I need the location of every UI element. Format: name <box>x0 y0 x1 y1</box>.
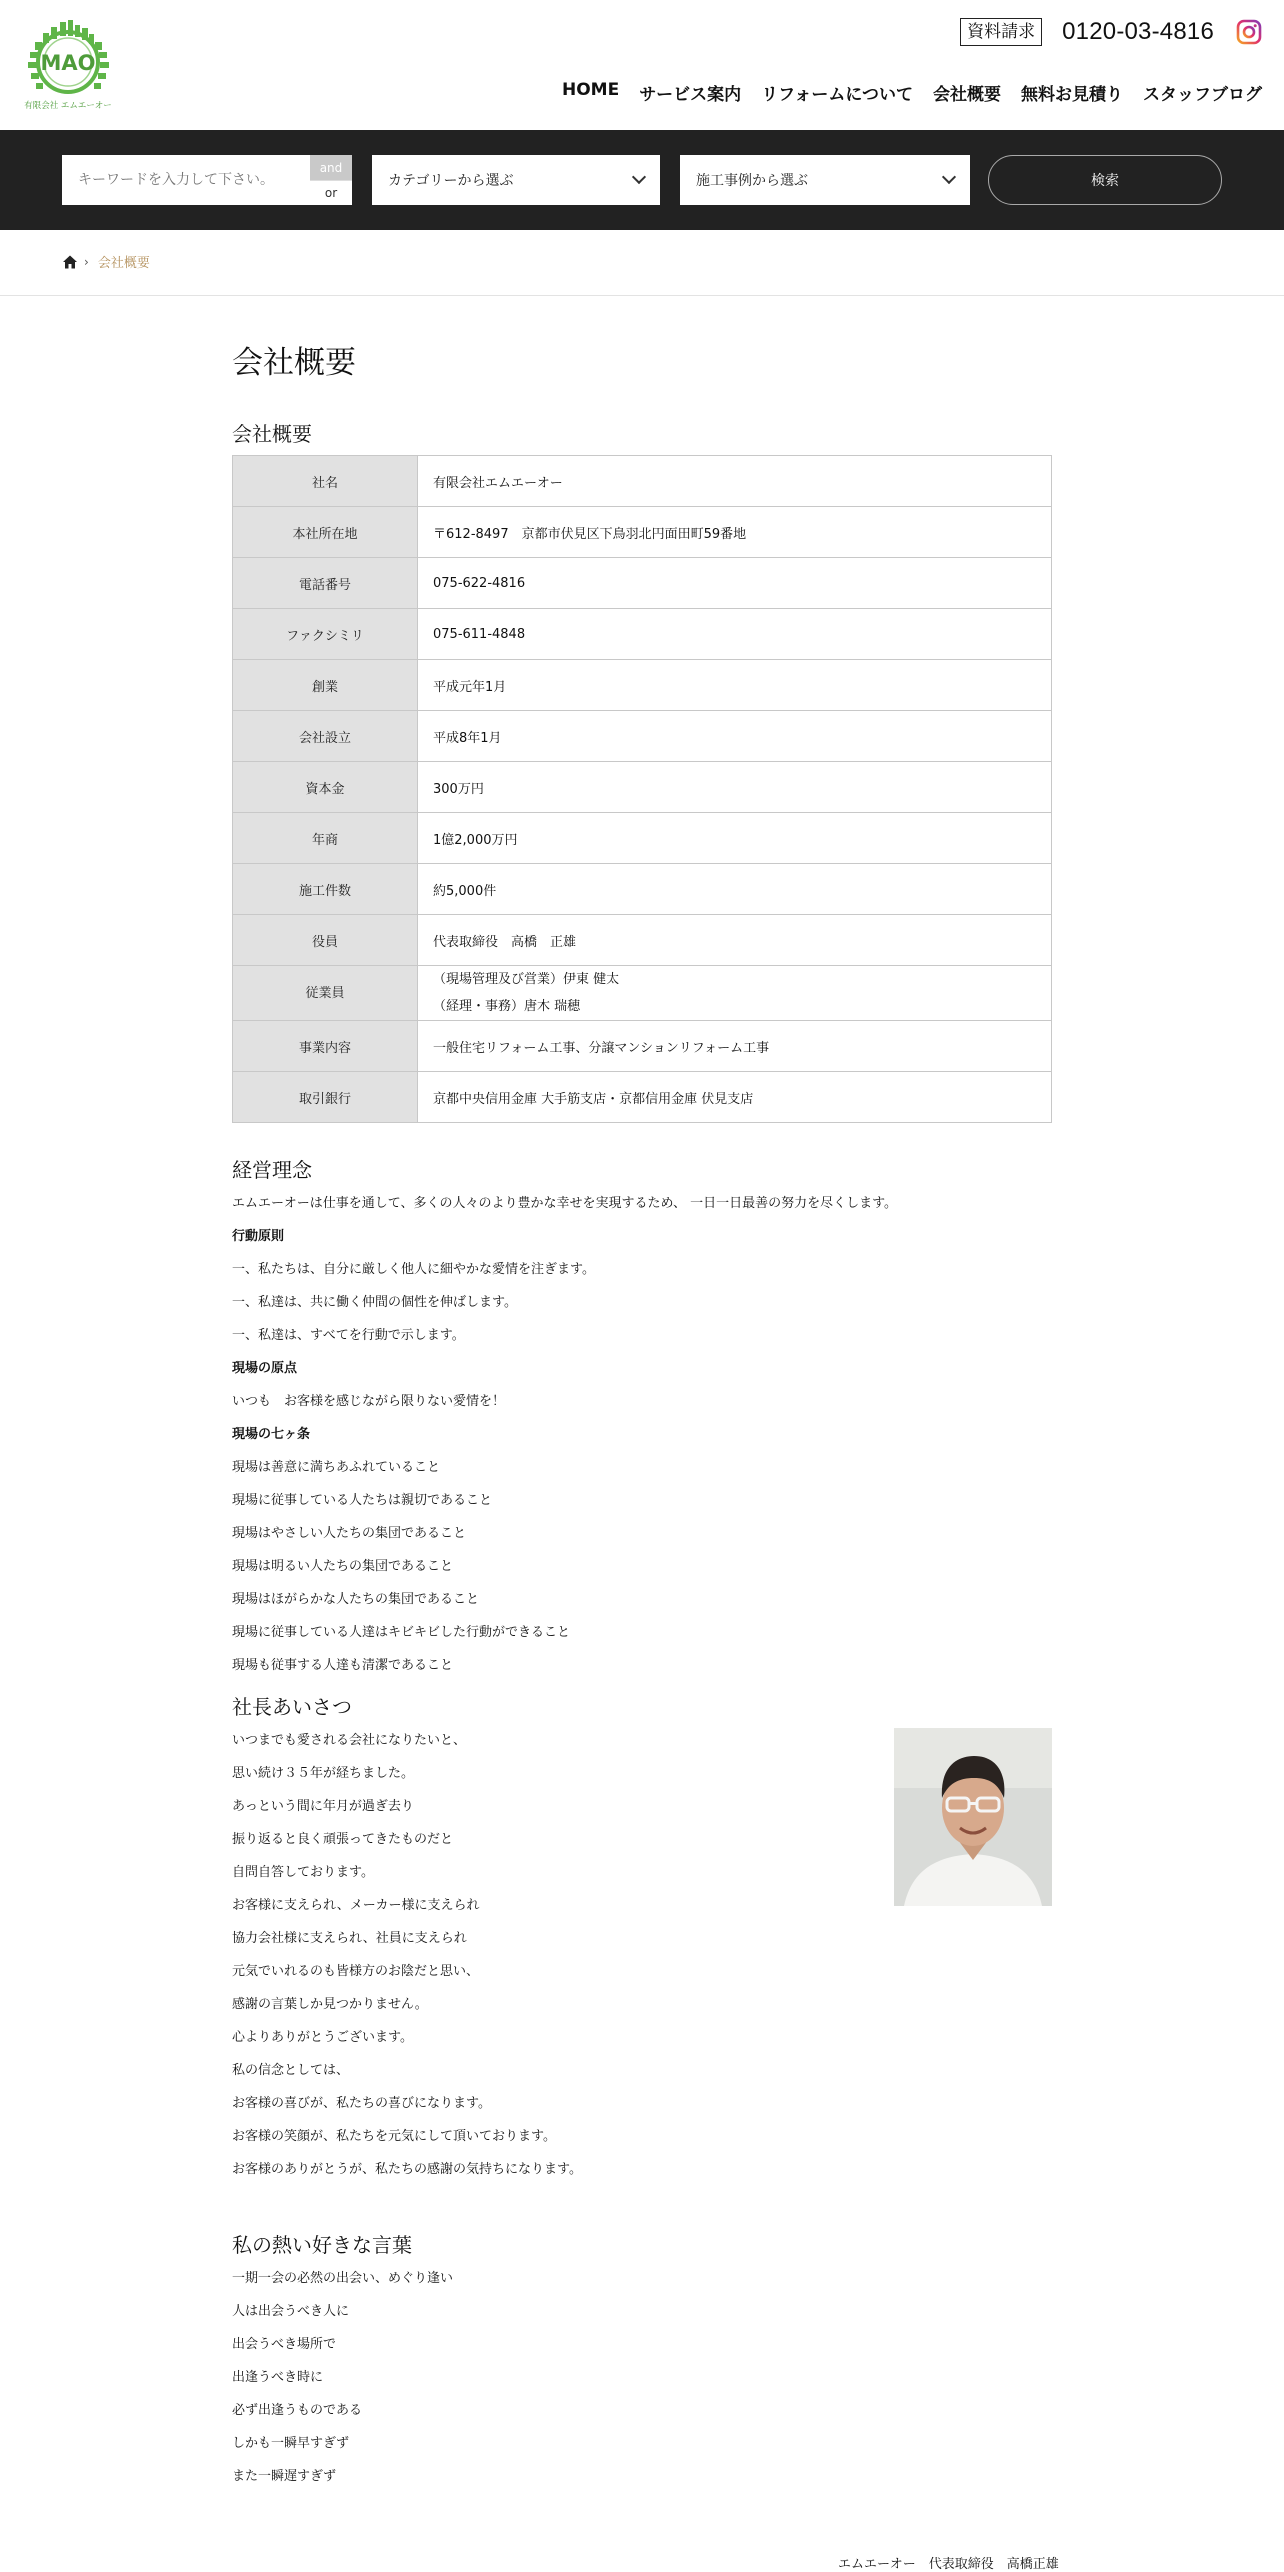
greeting-heading: 社長あいさつ <box>232 1695 352 1719</box>
table-row <box>233 813 1052 864</box>
table-row <box>233 1021 1052 1072</box>
philosophy-line: 一、私達は、共に働く仲間の個性を伸ばします。 <box>232 1295 517 1310</box>
nav-company[interactable]: 会社概要 <box>933 85 1001 105</box>
and-option[interactable]: and <box>310 155 352 180</box>
row-value-line: （経理・事務）唐木 瑞穂 <box>433 999 581 1014</box>
greeting-line: 振り返ると良く頑張ってきたものだと <box>232 1832 454 1847</box>
row-value: 一般住宅リフォーム工事、分譲マンションリフォーム工事 <box>418 1021 1052 1072</box>
philosophy-line: 現場に従事している人達はキビキビした行動ができること <box>232 1625 571 1640</box>
category-select[interactable] <box>372 155 660 205</box>
row-label: 本社所在地 <box>233 507 418 558</box>
row-label: 電話番号 <box>233 558 418 609</box>
greeting-line: 協力会社様に支えられ、社員に支えられ <box>232 1931 467 1946</box>
row-value: 平成元年1月 <box>418 660 1052 711</box>
philosophy-line: 現場はほがらかな人たちの集団であること <box>232 1592 480 1607</box>
row-value: 〒612-8497 京都市伏見区下鳥羽北円面田町59番地 <box>418 507 1052 558</box>
words-line: 出逢うべき時に <box>232 2370 324 2385</box>
table-row <box>233 762 1052 813</box>
row-label: 資本金 <box>233 762 418 813</box>
row-value: 平成8年1月 <box>418 711 1052 762</box>
header-utility <box>960 16 1262 48</box>
global-nav <box>542 80 1262 105</box>
philosophy-text <box>232 1187 1052 1682</box>
divider <box>0 295 1284 296</box>
row-label: 従業員 <box>233 966 418 1021</box>
philosophy-line: エムエーオーは仕事を通して、多くの人々のより豊かな幸せを実現するため、 一日一日最善の努力を尽くします。 <box>232 1196 898 1211</box>
words-line: また一瞬遅すぎず <box>232 2469 337 2484</box>
row-label: 事業内容 <box>233 1021 418 1072</box>
row-value: 1億2,000万円 <box>418 813 1052 864</box>
greeting-line: お客様に支えられ、メーカー様に支えられ <box>232 1898 480 1913</box>
row-value <box>418 966 1052 1021</box>
nav-reform[interactable]: リフォームについて <box>761 85 913 105</box>
table-row <box>233 915 1052 966</box>
greeting-line: 元気でいれるのも皆様方のお陰だと思い、 <box>232 1964 480 1979</box>
greeting-line: 自問自答しております。 <box>232 1865 374 1880</box>
words-line: 必ず出逢うものである <box>232 2403 363 2418</box>
words-line: 一期一会の必然の出会い、めぐり逢い <box>232 2271 454 2286</box>
philosophy-line: 現場は善意に満ちあふれていること <box>232 1460 441 1475</box>
breadcrumb-home[interactable] <box>62 254 78 270</box>
table-row <box>233 864 1052 915</box>
row-value: 代表取締役 高橋 正雄 <box>418 915 1052 966</box>
president-photo <box>894 1728 1052 1906</box>
and-or-toggle <box>310 155 352 205</box>
philosophy-line: いつも お客様を感じながら限りない愛情を！ <box>232 1394 506 1409</box>
greeting-line: お客様の喜びが、私たちの喜びになります。 <box>232 2096 491 2111</box>
breadcrumb-current: 会社概要 <box>97 256 150 271</box>
site-logo[interactable] <box>20 18 116 114</box>
president-signature: エムエーオー 代表取締役 高橋正雄 <box>838 2557 1059 2572</box>
row-value: 有限会社エムエーオー <box>418 456 1052 507</box>
greeting-line: 心よりありがとうございます。 <box>232 2030 413 2045</box>
table-row <box>233 711 1052 762</box>
row-label: 役員 <box>233 915 418 966</box>
philosophy-line: 現場に従事している人たちは親切であること <box>232 1493 493 1508</box>
greeting-line: あっという間に年月が過ぎ去り <box>232 1799 414 1814</box>
table-row <box>233 558 1052 609</box>
row-label: 取引銀行 <box>233 1072 418 1123</box>
row-label: 創業 <box>233 660 418 711</box>
row-label: 施工件数 <box>233 864 418 915</box>
philosophy-heading: 経営理念 <box>232 1158 312 1182</box>
philosophy-line: 一、私達は、すべてを行動で示します。 <box>232 1328 465 1343</box>
nav-services[interactable]: サービス案内 <box>639 85 742 105</box>
nav-staff-blog[interactable]: スタッフブログ <box>1143 85 1262 105</box>
site-header <box>0 0 1284 130</box>
logo-text: MAO <box>40 51 96 75</box>
philosophy-subheading: 行動原則 <box>232 1229 285 1244</box>
greeting-line: お客様の笑顔が、私たちを元気にして頂いております。 <box>232 2129 556 2144</box>
page-title: 会社概要 <box>232 345 356 381</box>
greeting-line: 思い続け３５年が経ちました。 <box>232 1766 415 1781</box>
row-value: 075-611-4848 <box>418 609 1052 660</box>
or-option[interactable]: or <box>310 180 352 205</box>
logo-emblem <box>20 18 116 114</box>
row-value: 075-622-4816 <box>418 558 1052 609</box>
doc-request-button[interactable]: 資料請求 <box>960 18 1042 46</box>
philosophy-line: 現場は明るい人たちの集団であること <box>232 1559 454 1574</box>
row-label: 社名 <box>233 456 418 507</box>
greeting-line: お客様のありがとうが、私たちの感謝の気持ちになります。 <box>232 2162 582 2177</box>
row-label: ファクシミリ <box>233 609 418 660</box>
row-label: 年商 <box>233 813 418 864</box>
nav-home[interactable]: HOME <box>561 80 620 100</box>
greeting-section <box>232 1724 1052 2186</box>
philosophy-subheading: 現場の七ヶ条 <box>232 1427 311 1442</box>
philosophy-subheading: 現場の原点 <box>232 1361 298 1376</box>
table-row <box>233 660 1052 711</box>
company-table <box>232 455 1052 1123</box>
nav-estimate[interactable]: 無料お見積り <box>1021 85 1123 105</box>
words-line: 出会うべき場所で <box>232 2337 337 2352</box>
category-select-label: カテゴリーから選ぶ <box>388 173 514 189</box>
favorite-words-heading: 私の熱い好きな言葉 <box>232 2233 412 2257</box>
company-heading: 会社概要 <box>232 422 312 446</box>
greeting-line: 感謝の言葉しか見つかりません。 <box>232 1997 428 2012</box>
logo-subtext: 有限会社 エムエーオー <box>24 101 112 111</box>
favorite-words <box>232 2262 1052 2493</box>
instagram-link[interactable] <box>1236 19 1262 45</box>
row-value: 京都中央信用金庫 大手筋支店・京都信用金庫 伏見支店 <box>418 1072 1052 1123</box>
greeting-line: いつまでも愛される会社になりたいと、 <box>232 1733 467 1748</box>
case-select[interactable] <box>680 155 970 205</box>
philosophy-line: 現場も従事する人達も清潔であること <box>232 1658 454 1673</box>
greeting-line: 私の信念としては、 <box>232 2063 350 2078</box>
main-content <box>232 330 1052 2493</box>
keyword-input[interactable] <box>62 155 310 205</box>
chevron-down-icon <box>942 170 956 184</box>
phone-number[interactable]: 0120-03-4816 <box>1062 18 1214 45</box>
row-label: 会社設立 <box>233 711 418 762</box>
row-value: 300万円 <box>418 762 1052 813</box>
philosophy-line: 一、私たちは、自分に厳しく他人に細やかな愛情を注ぎます。 <box>232 1262 595 1277</box>
row-value-line: （現場管理及び営業）伊東 健太 <box>433 972 620 987</box>
search-button[interactable]: 検索 <box>988 155 1222 205</box>
breadcrumb-separator: › <box>84 254 89 269</box>
words-line: 人は出会うべき人に <box>232 2304 350 2319</box>
table-row <box>233 456 1052 507</box>
case-select-label: 施工事例から選ぶ <box>696 173 808 189</box>
breadcrumb <box>62 252 150 271</box>
chevron-down-icon <box>632 170 646 184</box>
table-row <box>233 507 1052 558</box>
table-row <box>233 1072 1052 1123</box>
words-line: しかも一瞬早すぎず <box>232 2436 350 2451</box>
table-row <box>233 966 1052 1021</box>
table-row <box>233 609 1052 660</box>
search-bar <box>0 130 1284 230</box>
home-icon <box>62 254 78 270</box>
row-value: 約5,000件 <box>418 864 1052 915</box>
philosophy-line: 現場はやさしい人たちの集団であること <box>232 1526 467 1541</box>
instagram-icon <box>1236 19 1262 45</box>
keyword-box <box>62 155 310 205</box>
